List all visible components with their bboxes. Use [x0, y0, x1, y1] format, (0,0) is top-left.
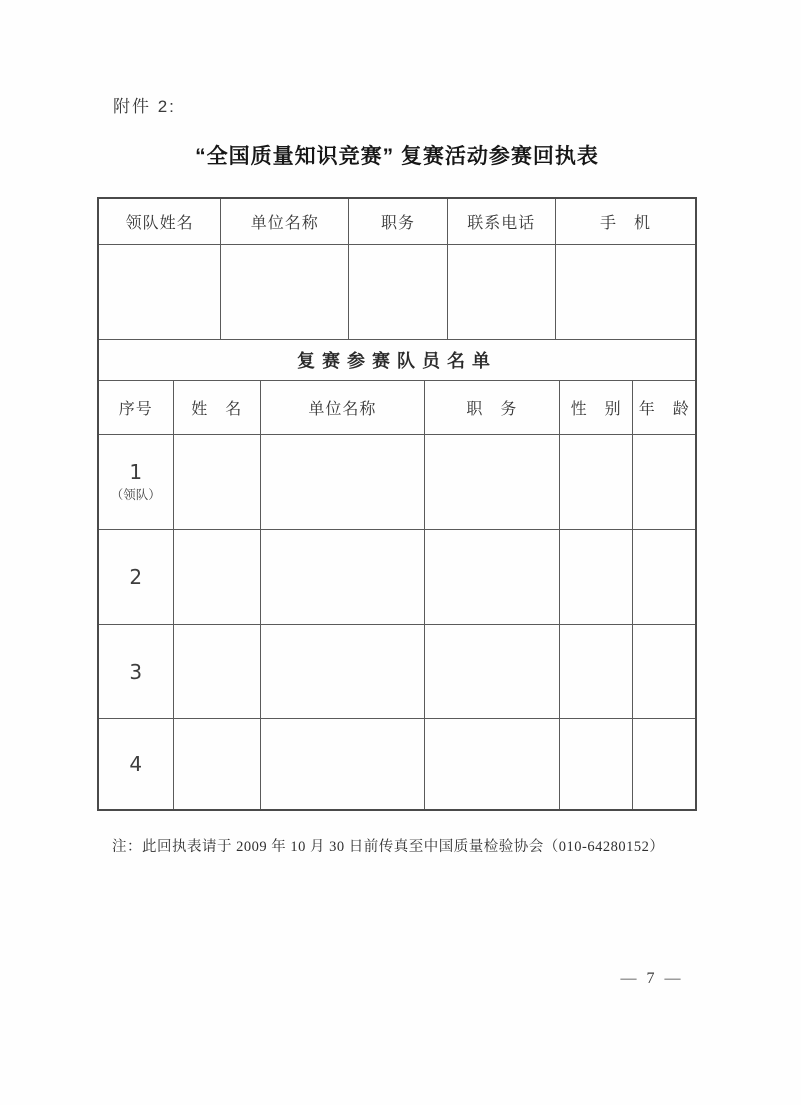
roster-row-2-gender-field — [560, 530, 634, 624]
roster-row-4-no-cell — [99, 719, 174, 809]
roster-section-header — [99, 340, 695, 381]
roster-row-3-gender-field — [560, 625, 634, 718]
roster-row-2-no-cell — [99, 530, 174, 624]
roster-header-position: 职 务 — [425, 381, 560, 434]
leader-header-name: 领队姓名 — [99, 199, 221, 244]
roster-row-4-name-field — [174, 719, 261, 809]
roster-row-2-position-field — [425, 530, 560, 624]
leader-name-field — [99, 245, 221, 339]
roster-row-2-unit-field — [261, 530, 425, 624]
roster-row-3 — [99, 625, 695, 719]
leader-position-field — [349, 245, 447, 339]
roster-header-gender: 性 别 — [560, 381, 634, 434]
roster-row-3-unit-field — [261, 625, 425, 718]
roster-row-4-position-field — [425, 719, 560, 809]
roster-row-3-no-cell — [99, 625, 174, 718]
row-number-note: （领队） — [110, 487, 161, 502]
roster-row-2 — [99, 530, 695, 625]
roster-row-1-name-field — [174, 435, 261, 529]
roster-header-age: 年 龄 — [638, 401, 690, 418]
roster-header-unit: 单位名称 — [261, 381, 425, 434]
roster-row-4 — [99, 719, 695, 809]
page-number: — 7 — — [620, 970, 684, 987]
leader-header-row — [99, 199, 695, 245]
roster-row-1-age-field — [633, 435, 695, 529]
document-title: “全国质量知识竞赛” 复赛活动参赛回执表 — [195, 145, 599, 168]
roster-row-1-no-cell — [99, 435, 174, 529]
row-number: 3 — [129, 659, 143, 684]
leader-mobile-field — [556, 245, 695, 339]
roster-header-no: 序号 — [99, 381, 174, 434]
leader-header-phone: 联系电话 — [448, 199, 556, 244]
attachment-label: 附件 2: — [113, 97, 176, 116]
leader-header-unit: 单位名称 — [221, 199, 349, 244]
roster-section-title: 复赛参赛队员名单 — [297, 351, 497, 371]
roster-row-4-age-field — [633, 719, 695, 809]
roster-row-3-age-field — [633, 625, 695, 718]
roster-header-row — [99, 381, 695, 435]
receipt-form-table — [97, 197, 697, 811]
roster-row-1-unit-field — [261, 435, 425, 529]
row-number: 2 — [129, 565, 143, 589]
roster-row-3-position-field — [425, 625, 560, 718]
roster-header-name: 姓 名 — [174, 381, 261, 434]
roster-row-3-name-field — [174, 625, 261, 718]
row-number: 1 — [129, 459, 143, 484]
leader-header-mobile: 手 机 — [599, 215, 651, 232]
roster-row-1-position-field — [425, 435, 560, 529]
footnote: 注：此回执表请于 2009 年 10 月 30 日前传真至中国质量检验协会（010-64280152） — [112, 839, 665, 855]
roster-row-1-gender-field — [560, 435, 634, 529]
leader-unit-field — [221, 245, 349, 339]
roster-row-2-name-field — [174, 530, 261, 624]
row-number: 4 — [129, 752, 143, 776]
leader-value-row — [99, 245, 695, 340]
roster-row-1 — [99, 435, 695, 530]
roster-row-2-age-field — [633, 530, 695, 624]
roster-row-4-unit-field — [261, 719, 425, 809]
leader-phone-field — [448, 245, 556, 339]
roster-row-4-gender-field — [560, 719, 634, 809]
leader-header-position: 职务 — [349, 199, 447, 244]
